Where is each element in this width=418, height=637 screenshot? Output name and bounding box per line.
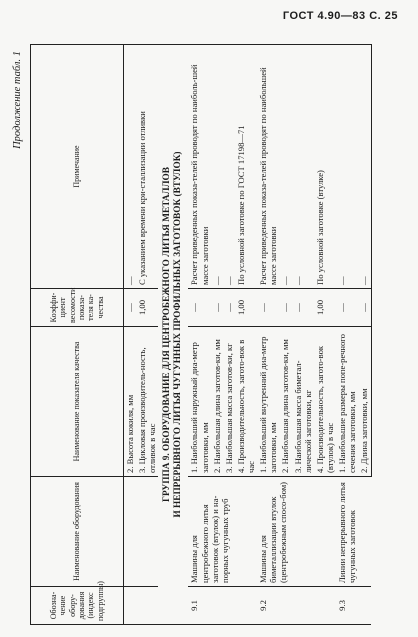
note-cell: —	[292, 45, 314, 289]
table-header-row	[31, 45, 124, 625]
designation-cell: 9.1	[188, 587, 257, 625]
note-cell: —	[336, 45, 358, 289]
indicator-cell: 3. Цикловая производитель-ность, отливок в час	[136, 327, 158, 477]
group-title-row	[158, 45, 188, 625]
header-indicator: Наименование показателя качества	[31, 327, 124, 477]
coefficient-cell: —	[358, 289, 371, 327]
note-cell: —	[358, 45, 371, 289]
indicator-cell: 1. Наибольшие размеры попе-речного сечения заготовки, мм	[336, 327, 358, 477]
coefficient-cell: —	[211, 289, 223, 327]
coefficient-cell: 1,00	[235, 289, 257, 327]
coefficient-cell: —	[279, 289, 291, 327]
designation-cell: 9.2	[257, 587, 336, 625]
indicator-cell: 3. Наибольшая масса биметал-лической заготовки, кг	[292, 327, 314, 477]
table-row	[188, 45, 210, 625]
note-cell: По условной заготовке по ГОСТ 17198—71	[235, 45, 257, 289]
indicator-cell: 2. Наибольшая длина заготов-ки, мм	[279, 327, 291, 477]
table-row	[257, 45, 279, 625]
rotated-page	[10, 45, 405, 625]
designation-cell: 9.3	[336, 587, 371, 625]
equipment-cell: Машины для биметаллизации втулок (центробежным спосо-бом)	[257, 477, 336, 587]
table-row	[136, 45, 158, 625]
page-header: ГОСТ 4.90—83 С. 25	[282, 10, 398, 22]
note-cell: Расчет приведенных показа-телей проводят по наиболь-шей массе заготовки	[188, 45, 210, 289]
note-cell: —	[223, 45, 235, 289]
indicator-cell: 1. Наибольший внутренний диа-метр заготовки, мм	[257, 327, 279, 477]
coefficient-cell: —	[336, 289, 358, 327]
indicator-cell: 2. Высота кокиля, мм	[124, 327, 137, 477]
coefficient-cell: 1,00	[136, 289, 158, 327]
header-designation: Обозна-чение обору-дования (индекс подгруппы)	[31, 587, 124, 625]
note-cell: —	[279, 45, 291, 289]
group-title-line-1: ГРУППА 9. ОБОРУДОВАНИЕ ДЛЯ ЦЕНТРОБЕЖНОГО ЛИТЬЯ МЕТАЛЛОВ	[162, 167, 173, 502]
equipment-cell: Линии непрерывного литья чугунных заготовок	[336, 477, 371, 587]
header-equipment: Наименование оборудования	[31, 477, 124, 587]
indicator-cell: 3. Наибольшая масса заготов-ки, кг	[223, 327, 235, 477]
coefficient-cell: —	[292, 289, 314, 327]
continuation-label: Продолжение табл. 1	[12, 51, 23, 149]
coefficient-cell: —	[188, 289, 210, 327]
indicator-cell: 4. Производительность, загото-вок (втулок) в час	[314, 327, 336, 477]
equipment-table	[30, 44, 372, 625]
table-row	[336, 45, 358, 625]
indicator-cell: 2. Длина заготовки, мм	[358, 327, 371, 477]
group-title-line-2: И НЕПРЕРЫВНОГО ЛИТЬЯ ЧУГУННЫХ ПРОФИЛЬНЫХ ЗАГОТОВОК (ВТУЛОК)	[173, 151, 184, 518]
equipment-cell: Машины для центробежного литья заготовок (втулок) и на-порных чугунных труб	[188, 477, 257, 587]
note-cell: Расчет приведенных показа-телей проводят по наибольшей массе заготовки	[257, 45, 279, 289]
indicator-cell: 2. Наибольшая длина заготов-ки, мм	[211, 327, 223, 477]
indicator-cell: 1. Наибольший наружный диа-метр заготовки, мм	[188, 327, 210, 477]
coefficient-cell: —	[223, 289, 235, 327]
coefficient-cell: —	[257, 289, 279, 327]
note-cell: —	[211, 45, 223, 289]
coefficient-cell: 1,00	[314, 289, 336, 327]
table-row	[124, 45, 137, 625]
note-cell: —	[124, 45, 137, 289]
note-cell: С указанием времени кри-сталлизации отливки	[136, 45, 158, 289]
header-coefficient: Коэффи-циент весомости показа-теля ка-чества	[31, 289, 124, 327]
note-cell: По условной заготовке (втулке)	[314, 45, 336, 289]
header-note: Примечание	[31, 45, 124, 289]
indicator-cell: 4. Производительность, загото-вок в час	[235, 327, 257, 477]
coefficient-cell: —	[124, 289, 137, 327]
